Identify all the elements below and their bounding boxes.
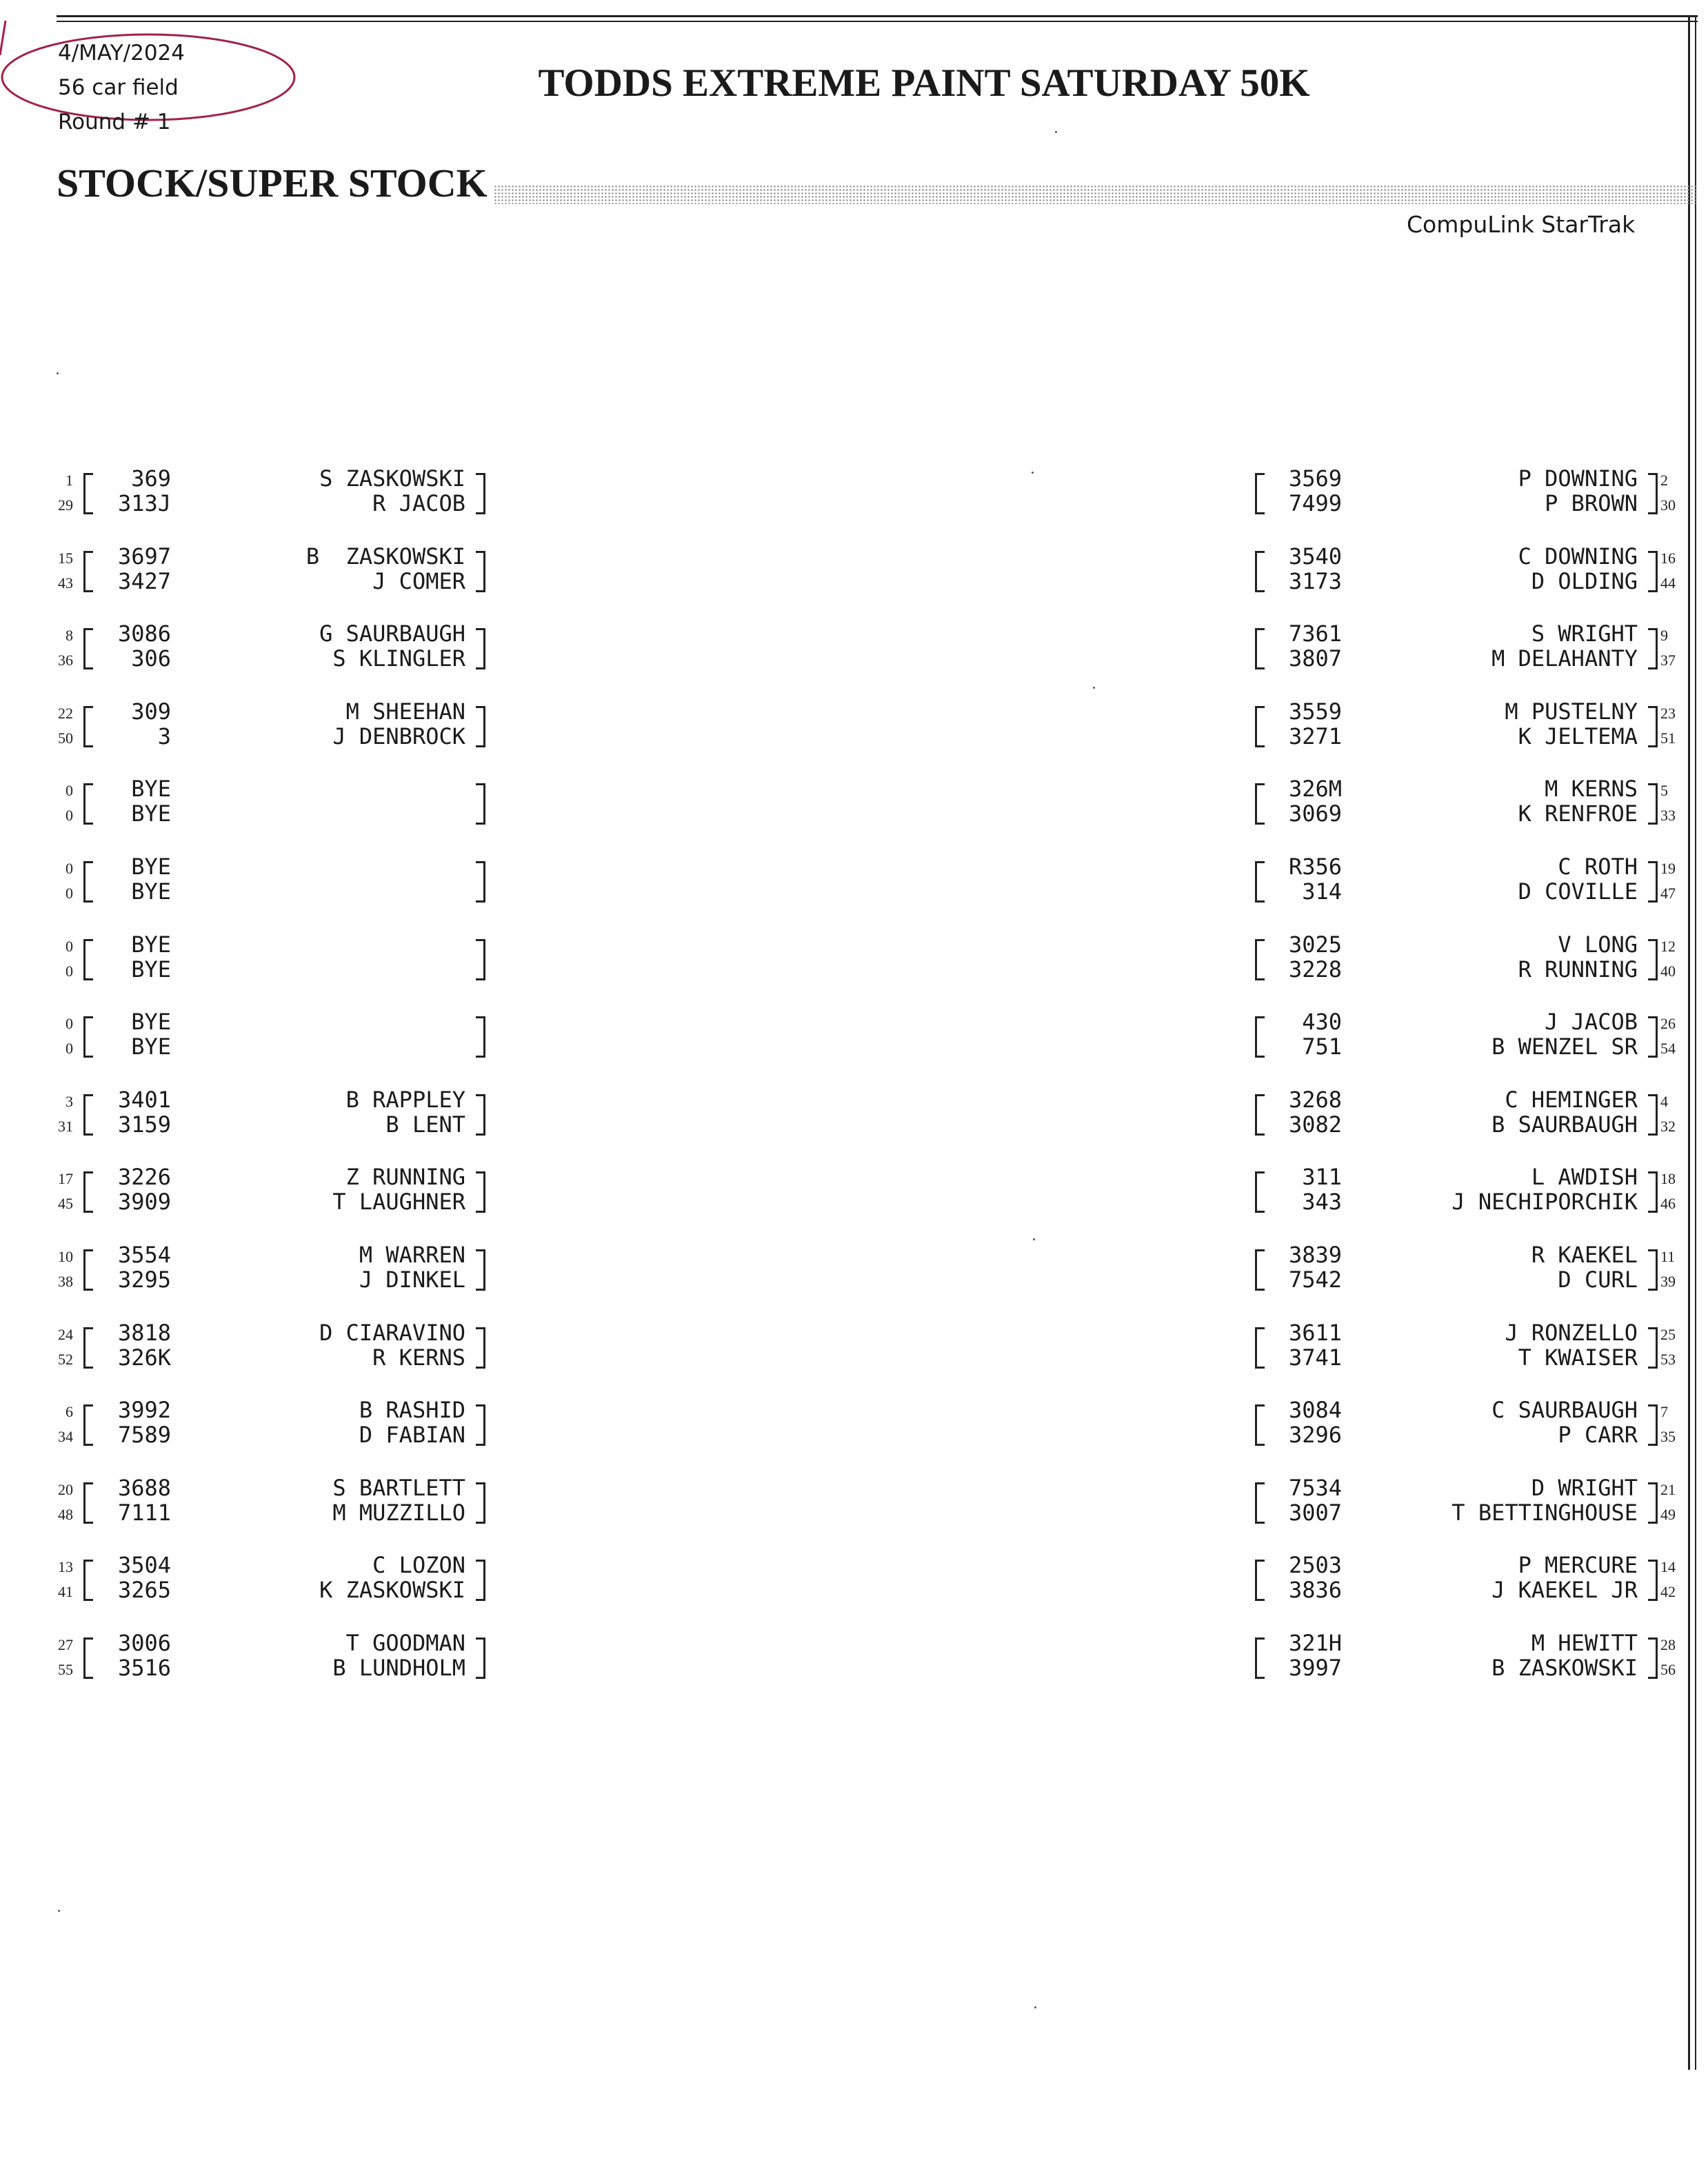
car-number-right-bottom: 7499 [1288, 490, 1342, 516]
car-number-left-top: 3504 [117, 1552, 171, 1578]
bracket-left-close [476, 628, 485, 669]
driver-name-right-bottom: D COVILLE [1518, 878, 1638, 905]
car-number-left-top: 3697 [117, 543, 171, 570]
driver-name-left-top: Z RUNNING [345, 1164, 465, 1190]
driver-name-left-bottom: B LENT [385, 1111, 465, 1138]
bracket-left-close [476, 706, 485, 747]
car-number-left-top: 3554 [117, 1242, 171, 1268]
driver-name-right-bottom: D OLDING [1531, 568, 1638, 594]
driver-name-right-top: P DOWNING [1518, 465, 1638, 492]
car-number-left-bottom: 7111 [117, 1500, 171, 1526]
driver-name-left-bottom: J DINKEL [359, 1267, 465, 1293]
round-label: Round # 1 [58, 110, 171, 134]
seed-number-right-top: 26 [1660, 1015, 1676, 1032]
bracket-right-close [1648, 939, 1658, 980]
seed-number-left-top: 24 [58, 1326, 73, 1343]
car-number-left-bottom: 3265 [117, 1577, 171, 1603]
driver-name-left-bottom: K ZASKOWSKI [319, 1577, 465, 1603]
seed-number-left-bottom: 31 [58, 1118, 73, 1135]
seed-number-right-top: 4 [1660, 1093, 1668, 1110]
bracket-right-close [1648, 473, 1658, 514]
car-number-right-bottom: 3069 [1288, 800, 1342, 827]
car-number-left-bottom: 3 [157, 723, 171, 749]
seed-number-right-top: 23 [1660, 705, 1676, 722]
car-number-right-top: 311 [1302, 1164, 1342, 1190]
bracket-right-close [1648, 1094, 1658, 1136]
car-number-left-bottom: 3909 [117, 1189, 171, 1215]
driver-name-left-bottom: R JACOB [372, 490, 465, 516]
driver-name-left-top: T GOODMAN [345, 1630, 465, 1656]
seed-number-left-bottom: 52 [58, 1351, 73, 1368]
seed-number-right-top: 5 [1660, 782, 1668, 799]
driver-name-left-top: C LOZON [372, 1552, 465, 1578]
seed-number-right-bottom: 39 [1660, 1273, 1676, 1290]
driver-name-left-bottom: M MUZZILLO [332, 1500, 465, 1526]
seed-number-left-bottom: 48 [58, 1506, 73, 1523]
seed-number-right-top: 12 [1660, 938, 1676, 955]
right-rule-outer [1688, 15, 1690, 2070]
bracket-right-close [1648, 706, 1658, 747]
seed-number-left-top: 3 [66, 1093, 73, 1110]
driver-name-left-top: S ZASKOWSKI [319, 465, 465, 492]
driver-name-left-bottom: T LAUGHNER [332, 1189, 465, 1215]
bracket-left-close [476, 1171, 485, 1213]
bracket-right-close [1648, 1016, 1658, 1058]
driver-name-right-bottom: D CURL [1558, 1267, 1638, 1293]
bracket-left-close [476, 939, 485, 980]
car-number-right-bottom: 314 [1302, 878, 1342, 905]
scan-speck [1093, 687, 1095, 689]
seed-number-right-top: 11 [1660, 1248, 1676, 1265]
driver-name-right-top: C DOWNING [1518, 543, 1638, 570]
car-number-left-bottom: 7589 [117, 1422, 171, 1448]
seed-number-left-bottom: 50 [58, 729, 73, 747]
seed-number-right-top: 9 [1660, 627, 1668, 644]
car-number-left-bottom: 313J [117, 490, 171, 516]
driver-name-left-top: M SHEEHAN [345, 698, 465, 725]
car-number-right-bottom: 3997 [1288, 1655, 1342, 1681]
vendor-label: CompuLink StarTrak [1407, 211, 1636, 238]
driver-name-right-top: L AWDISH [1531, 1164, 1638, 1190]
car-number-right-top: 321H [1288, 1630, 1342, 1656]
driver-name-right-top: M PUSTELNY [1505, 698, 1638, 725]
bracket-right-close [1648, 783, 1658, 825]
seed-number-right-top: 21 [1660, 1481, 1676, 1498]
seed-number-right-bottom: 33 [1660, 807, 1676, 824]
bracket-left-close [476, 1016, 485, 1058]
car-number-right-bottom: 3741 [1288, 1344, 1342, 1371]
seed-number-right-top: 19 [1660, 860, 1676, 877]
seed-number-right-top: 16 [1660, 550, 1676, 567]
seed-number-left-top: 0 [66, 782, 73, 799]
car-number-left-top: BYE [131, 776, 171, 802]
page-title: TODDS EXTREME PAINT SATURDAY 50K [538, 61, 1310, 105]
field-size-label: 56 car field [58, 75, 179, 100]
driver-name-right-bottom: B ZASKOWSKI [1491, 1655, 1638, 1681]
driver-name-right-bottom: J NECHIPORCHIK [1451, 1189, 1638, 1215]
car-number-left-bottom: 306 [131, 645, 171, 672]
seed-number-left-bottom: 0 [66, 962, 73, 980]
seed-number-left-bottom: 43 [58, 574, 73, 592]
seed-number-right-bottom: 56 [1660, 1661, 1676, 1678]
seed-number-right-top: 2 [1660, 472, 1668, 489]
section-heading-pattern [494, 185, 1696, 204]
seed-number-left-top: 6 [66, 1403, 73, 1420]
car-number-right-bottom: 343 [1302, 1189, 1342, 1215]
driver-name-right-bottom: K RENFROE [1518, 800, 1638, 827]
seed-number-left-top: 0 [66, 1015, 73, 1032]
scan-speck [57, 372, 59, 374]
right-rule-inner [1695, 15, 1696, 2070]
seed-number-left-bottom: 38 [58, 1273, 73, 1290]
seed-number-left-bottom: 0 [66, 885, 73, 902]
driver-name-right-bottom: T KWAISER [1518, 1344, 1638, 1371]
driver-name-left-bottom: D FABIAN [359, 1422, 465, 1448]
driver-name-left-top: B RASHID [359, 1397, 465, 1423]
seed-number-right-bottom: 47 [1660, 885, 1676, 902]
seed-number-right-top: 7 [1660, 1403, 1668, 1420]
bracket-left-close [476, 1404, 485, 1446]
driver-name-left-bottom: J COMER [372, 568, 465, 594]
car-number-left-top: 3688 [117, 1475, 171, 1501]
car-number-right-bottom: 3082 [1288, 1111, 1342, 1138]
bracket-right-close [1648, 861, 1658, 903]
car-number-left-top: 309 [131, 698, 171, 725]
seed-number-left-top: 0 [66, 938, 73, 955]
seed-number-left-bottom: 0 [66, 1040, 73, 1057]
bracket-right-close [1648, 1327, 1658, 1369]
seed-number-left-bottom: 34 [58, 1428, 73, 1445]
seed-number-right-bottom: 40 [1660, 962, 1676, 980]
bracket-left-close [476, 1094, 485, 1136]
car-number-left-bottom: 326K [117, 1344, 171, 1371]
car-number-right-top: 7534 [1288, 1475, 1342, 1501]
seed-number-left-bottom: 41 [58, 1583, 73, 1600]
seed-number-right-bottom: 53 [1660, 1351, 1676, 1368]
car-number-right-bottom: 3228 [1288, 956, 1342, 982]
driver-name-left-bottom: R KERNS [372, 1344, 465, 1371]
scan-speck [1034, 2006, 1036, 2008]
driver-name-right-bottom: P BROWN [1545, 490, 1638, 516]
seed-number-left-top: 27 [58, 1636, 73, 1653]
driver-name-right-top: D WRIGHT [1531, 1475, 1638, 1501]
driver-name-left-top: G SAURBAUGH [319, 621, 465, 647]
driver-name-right-bottom: B SAURBAUGH [1491, 1111, 1638, 1138]
bracket-left-close [476, 1560, 485, 1601]
driver-name-right-bottom: T BETTINGHOUSE [1451, 1500, 1638, 1526]
car-number-right-top: 7361 [1288, 621, 1342, 647]
seed-number-right-bottom: 37 [1660, 652, 1676, 669]
car-number-left-top: 369 [131, 465, 171, 492]
car-number-right-bottom: 751 [1302, 1034, 1342, 1060]
car-number-left-bottom: 3159 [117, 1111, 171, 1138]
car-number-right-top: 3540 [1288, 543, 1342, 570]
seed-number-left-bottom: 55 [58, 1661, 73, 1678]
seed-number-left-top: 20 [58, 1481, 73, 1498]
driver-name-right-top: S WRIGHT [1531, 621, 1638, 647]
car-number-left-bottom: BYE [131, 1034, 171, 1060]
car-number-right-top: 3611 [1288, 1320, 1342, 1346]
car-number-left-bottom: BYE [131, 878, 171, 905]
car-number-left-top: BYE [131, 931, 171, 958]
scan-speck [1033, 1238, 1035, 1240]
driver-name-right-top: M HEWITT [1531, 1630, 1638, 1656]
seed-number-right-top: 14 [1660, 1558, 1676, 1575]
seed-number-left-bottom: 29 [58, 496, 73, 514]
car-number-left-top: BYE [131, 1009, 171, 1035]
bracket-right-close [1648, 628, 1658, 669]
seed-number-left-bottom: 0 [66, 807, 73, 824]
section-heading: STOCK/SUPER STOCK [57, 161, 488, 205]
scan-speck [58, 1910, 60, 1912]
car-number-right-bottom: 3296 [1288, 1422, 1342, 1448]
seed-number-left-top: 0 [66, 860, 73, 877]
seed-number-right-bottom: 42 [1660, 1583, 1676, 1600]
bracket-left-close [476, 1327, 485, 1369]
car-number-right-top: 3084 [1288, 1397, 1342, 1423]
driver-name-left-bottom: B LUNDHOLM [332, 1655, 465, 1681]
driver-name-right-top: C HEMINGER [1505, 1087, 1638, 1113]
car-number-right-bottom: 3807 [1288, 645, 1342, 672]
car-number-right-top: 3569 [1288, 465, 1342, 492]
driver-name-right-bottom: J KAEKEL JR [1491, 1577, 1638, 1603]
car-number-right-bottom: 3007 [1288, 1500, 1342, 1526]
driver-name-left-bottom: J DENBROCK [332, 723, 465, 749]
seed-number-right-top: 25 [1660, 1326, 1676, 1343]
bracket-left-close [476, 861, 485, 903]
driver-name-right-bottom: M DELAHANTY [1491, 645, 1638, 672]
date-label: 4/MAY/2024 [58, 41, 185, 65]
car-number-left-top: 3226 [117, 1164, 171, 1190]
seed-number-right-top: 28 [1660, 1636, 1676, 1653]
car-number-left-bottom: BYE [131, 800, 171, 827]
seed-number-left-top: 22 [58, 705, 73, 722]
seed-number-left-bottom: 36 [58, 652, 73, 669]
driver-name-right-top: C SAURBAUGH [1491, 1397, 1638, 1423]
car-number-right-top: 326M [1288, 776, 1342, 802]
car-number-left-top: BYE [131, 854, 171, 880]
car-number-left-bottom: 3516 [117, 1655, 171, 1681]
seed-number-left-top: 10 [58, 1248, 73, 1265]
bracket-left-close [476, 783, 485, 825]
driver-name-left-top: S BARTLETT [332, 1475, 465, 1501]
car-number-left-top: 3992 [117, 1397, 171, 1423]
seed-number-right-bottom: 32 [1660, 1118, 1676, 1135]
seed-number-left-top: 1 [66, 472, 73, 489]
bracket-left-close [476, 1482, 485, 1524]
seed-number-right-bottom: 46 [1660, 1195, 1676, 1212]
seed-number-right-bottom: 35 [1660, 1428, 1676, 1445]
bracket-left-close [476, 1249, 485, 1291]
scan-speck [1055, 131, 1057, 133]
driver-name-right-top: P MERCURE [1518, 1552, 1638, 1578]
car-number-left-top: 3818 [117, 1320, 171, 1346]
bracket-right-close [1648, 1637, 1658, 1679]
car-number-right-top: R356 [1288, 854, 1342, 880]
seed-number-left-top: 8 [66, 627, 73, 644]
bracket-right-close [1648, 551, 1658, 592]
car-number-left-bottom: 3295 [117, 1267, 171, 1293]
car-number-right-bottom: 7542 [1288, 1267, 1342, 1293]
car-number-left-top: 3006 [117, 1630, 171, 1656]
driver-name-right-bottom: K JELTEMA [1518, 723, 1638, 749]
seed-number-left-top: 17 [58, 1170, 73, 1187]
driver-name-right-top: C ROTH [1558, 854, 1638, 880]
bracket-right-close [1648, 1560, 1658, 1601]
bracket-right-close [1648, 1482, 1658, 1524]
car-number-right-top: 3025 [1288, 931, 1342, 958]
car-number-right-top: 3559 [1288, 698, 1342, 725]
car-number-left-bottom: 3427 [117, 568, 171, 594]
driver-name-right-top: R KAEKEL [1531, 1242, 1638, 1268]
bracket-left-close [476, 473, 485, 514]
car-number-left-bottom: BYE [131, 956, 171, 982]
driver-name-left-top: B RAPPLEY [345, 1087, 465, 1113]
driver-name-right-top: J RONZELLO [1505, 1320, 1638, 1346]
bracket-left-close [476, 551, 485, 592]
seed-number-right-bottom: 49 [1660, 1506, 1676, 1523]
seed-number-left-top: 13 [58, 1558, 73, 1575]
driver-name-right-bottom: R RUNNING [1518, 956, 1638, 982]
driver-name-left-top: B ZASKOWSKI [305, 543, 465, 570]
bracket-right-close [1648, 1404, 1658, 1446]
seed-number-right-bottom: 44 [1660, 574, 1676, 592]
driver-name-left-top: M WARREN [359, 1242, 465, 1268]
seed-number-right-bottom: 51 [1660, 729, 1676, 747]
car-number-right-top: 2503 [1288, 1552, 1342, 1578]
driver-name-right-top: V LONG [1558, 931, 1638, 958]
car-number-right-top: 3839 [1288, 1242, 1342, 1268]
car-number-right-bottom: 3271 [1288, 723, 1342, 749]
car-number-right-bottom: 3836 [1288, 1577, 1342, 1603]
car-number-left-top: 3401 [117, 1087, 171, 1113]
seed-number-right-top: 18 [1660, 1170, 1676, 1187]
driver-name-left-top: D CIARAVINO [319, 1320, 465, 1346]
seed-number-right-bottom: 54 [1660, 1040, 1676, 1057]
car-number-left-top: 3086 [117, 621, 171, 647]
seed-number-left-bottom: 45 [58, 1195, 73, 1212]
driver-name-right-top: J JACOB [1545, 1009, 1638, 1035]
driver-name-right-bottom: B WENZEL SR [1491, 1034, 1638, 1060]
bracket-right-close [1648, 1171, 1658, 1213]
bracket-right-close [1648, 1249, 1658, 1291]
car-number-right-bottom: 3173 [1288, 568, 1342, 594]
driver-name-left-bottom: S KLINGLER [332, 645, 465, 672]
scan-speck [1032, 472, 1034, 474]
car-number-right-top: 430 [1302, 1009, 1342, 1035]
seed-number-right-bottom: 30 [1660, 496, 1676, 514]
car-number-right-top: 3268 [1288, 1087, 1342, 1113]
driver-name-right-top: M KERNS [1545, 776, 1638, 802]
bracket-left-close [476, 1637, 485, 1679]
driver-name-right-bottom: P CARR [1558, 1422, 1638, 1448]
seed-number-left-top: 15 [58, 550, 73, 567]
